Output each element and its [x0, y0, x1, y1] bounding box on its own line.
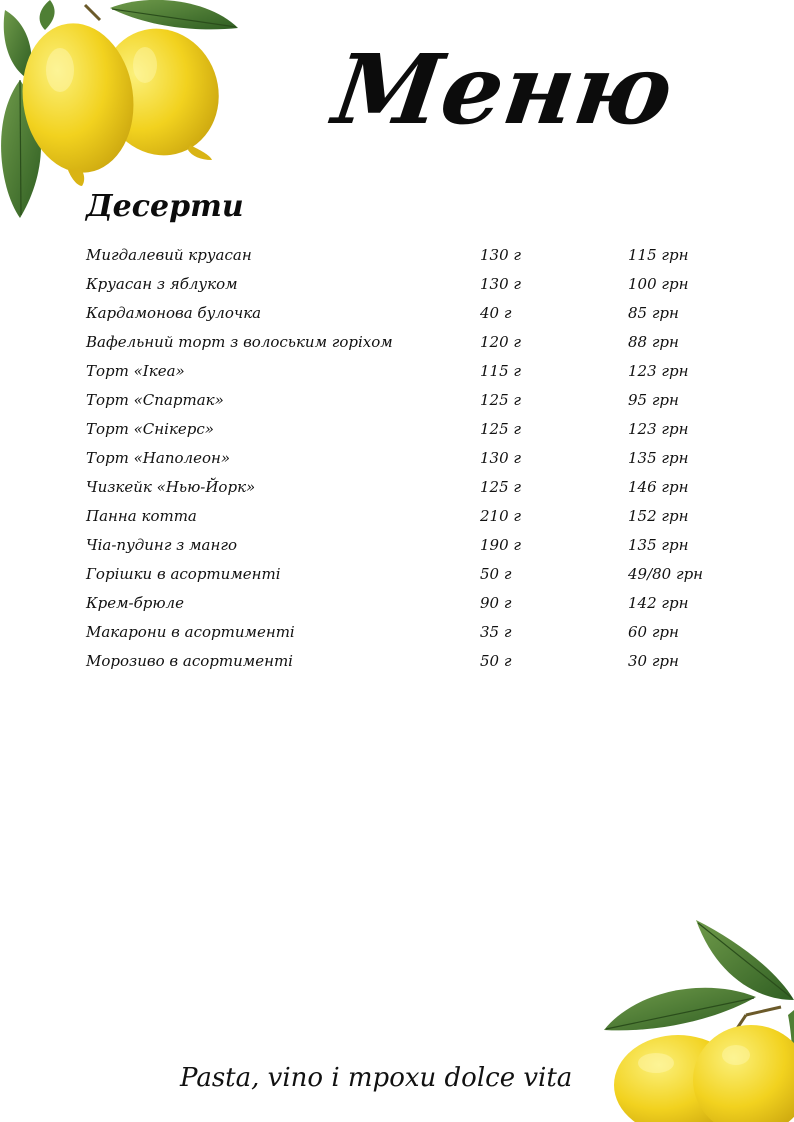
item-weight: 40 г: [480, 304, 512, 322]
item-price: 135 грн: [628, 449, 689, 467]
footer-tagline: Pasta, vino і трохи dolce vita: [180, 1063, 573, 1093]
menu-item: [86, 618, 726, 647]
item-price: 100 грн: [628, 275, 689, 293]
item-name: Мигдалевий круасан: [86, 246, 252, 264]
item-name: Чіа-пудинг з манго: [86, 536, 237, 554]
menu-item: [86, 473, 726, 502]
item-price: 30 грн: [628, 652, 679, 670]
menu-item: [86, 357, 726, 386]
item-weight: 90 г: [480, 594, 512, 612]
item-name: Торт «Спартак»: [86, 391, 224, 409]
item-weight: 125 г: [480, 478, 521, 496]
item-weight: 125 г: [480, 420, 521, 438]
item-weight: 115 г: [480, 362, 521, 380]
item-price: 123 грн: [628, 362, 689, 380]
menu-item: [86, 444, 726, 473]
menu-item: [86, 328, 726, 357]
item-price: 146 грн: [628, 478, 689, 496]
item-name: Морозиво в асортименті: [86, 652, 293, 670]
menu-item: [86, 299, 726, 328]
menu-item: [86, 270, 726, 299]
page-title: Меню: [327, 33, 681, 146]
item-price: 152 грн: [628, 507, 689, 525]
menu-item: [86, 647, 726, 676]
item-price: 115 грн: [628, 246, 689, 264]
menu-item: [86, 502, 726, 531]
menu-item: [86, 560, 726, 589]
item-price: 49/80 грн: [628, 565, 704, 583]
item-weight: 35 г: [480, 623, 512, 641]
item-price: 85 грн: [628, 304, 679, 322]
item-weight: 120 г: [480, 333, 521, 351]
item-name: Чизкейк «Нью-Йорк»: [86, 478, 256, 496]
item-weight: 50 г: [480, 565, 512, 583]
menu-item: [86, 415, 726, 444]
item-name: Торт «Снікерс»: [86, 420, 214, 438]
item-price: 135 грн: [628, 536, 689, 554]
item-price: 60 грн: [628, 623, 679, 641]
menu-list: [86, 241, 726, 676]
item-price: 88 грн: [628, 333, 679, 351]
item-name: Вафельний торт з волоським горіхом: [86, 333, 393, 351]
item-weight: 50 г: [480, 652, 512, 670]
item-weight: 125 г: [480, 391, 521, 409]
item-weight: 130 г: [480, 275, 521, 293]
menu-item: [86, 589, 726, 618]
lemon-branch-icon: [596, 915, 794, 1122]
menu-item: [86, 241, 726, 270]
item-price: 95 грн: [628, 391, 679, 409]
section-heading: Десерти: [86, 189, 244, 224]
item-name: Круасан з яблуком: [86, 275, 238, 293]
menu-item: [86, 531, 726, 560]
item-name: Торт «Наполеон»: [86, 449, 231, 467]
menu-item: [86, 386, 726, 415]
item-weight: 130 г: [480, 246, 521, 264]
item-weight: 190 г: [480, 536, 521, 554]
item-name: Панна котта: [86, 507, 197, 525]
item-name: Горішки в асортименті: [86, 565, 281, 583]
item-name: Крем-брюле: [86, 594, 184, 612]
item-price: 142 грн: [628, 594, 689, 612]
item-weight: 210 г: [480, 507, 521, 525]
item-weight: 130 г: [480, 449, 521, 467]
item-name: Кардамонова булочка: [86, 304, 262, 322]
item-name: Торт «Ікеа»: [86, 362, 185, 380]
item-name: Макарони в асортименті: [86, 623, 295, 641]
item-price: 123 грн: [628, 420, 689, 438]
